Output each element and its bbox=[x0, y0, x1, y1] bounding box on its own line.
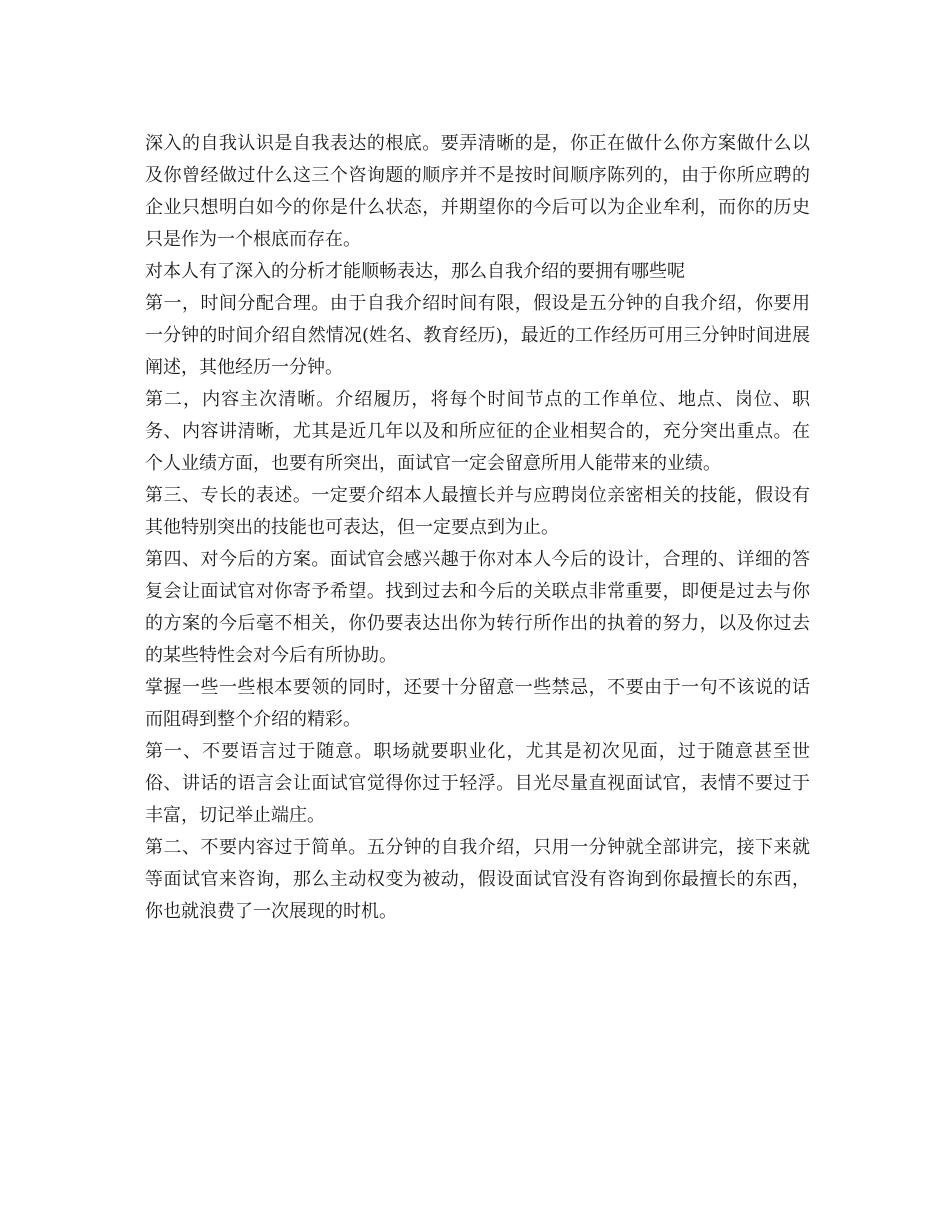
paragraph-second-content: 第二，内容主次清晰。介绍履历，将每个时间节点的工作单位、地点、岗位、职务、内容讲清晰，尤其是近几年以及和所应征的企业相契合的，充分突出重点。在个人业绩方面，也要有所突出，面试官一定会留意所用人能带来的业绩。 bbox=[145, 389, 810, 474]
paragraph-first-time-allocation: 第一，时间分配合理。由于自我介绍时间有限，假设是五分钟的自我介绍，你要用一分钟的时间介绍自然情况(姓名、教育经历)，最近的工作经历可用三分钟时间进展阐述，其他经历一分钟。 bbox=[145, 293, 810, 378]
paragraph-taboos-intro: 掌握一些一些根本要领的同时，还要十分留意一些禁忌，不要由于一句不该说的话而阻碍到整个介绍的精彩。 bbox=[145, 677, 810, 730]
paragraph-taboo-second: 第二、不要内容过于简单。五分钟的自我介绍，只用一分钟就全部讲完，接下来就等面试官来咨询，那么主动权变为被动，假设面试官没有咨询到你最擅长的东西，你也就浪费了一次展现的时机。 bbox=[145, 837, 810, 922]
paragraph-self-knowledge: 深入的自我认识是自我表达的根底。要弄清晰的是，你正在做什么你方案做什么以及你曾经做过什么这三个咨询题的顺序并不是按时间顺序陈列的，由于你所应聘的企业只想明白如今的你是什么状态，并期望你的今后可以为企业牟利，而你的历史只是作为一个根底而存在。 bbox=[145, 133, 810, 250]
paragraph-third-specialty: 第三、专长的表述。一定要介绍本人最擅长并与应聘岗位亲密相关的技能，假设有其他特别突出的技能也可表达，但一定要点到为止。 bbox=[145, 485, 810, 538]
paragraph-taboo-first: 第一、不要语言过于随意。职场就要职业化，尤其是初次见面，过于随意甚至世俗、讲话的语言会让面试官觉得你过于轻浮。目光尽量直视面试官，表情不要过于丰富，切记举止端庄。 bbox=[145, 741, 810, 826]
document-body bbox=[145, 128, 810, 928]
paragraph-fourth-plan: 第四、对今后的方案。面试官会感兴趣于你对本人今后的设计，合理的、详细的答复会让面试官对你寄予希望。找到过去和今后的关联点非常重要，即便是过去与你的方案的今后毫不相关，你仍要表达出你为转行所作出的执着的努力，以及你过去的某些特性会对今后有所协助。 bbox=[145, 549, 810, 666]
paragraph-question: 对本人有了深入的分析才能顺畅表达，那么自我介绍的要拥有哪些呢 bbox=[145, 261, 685, 282]
